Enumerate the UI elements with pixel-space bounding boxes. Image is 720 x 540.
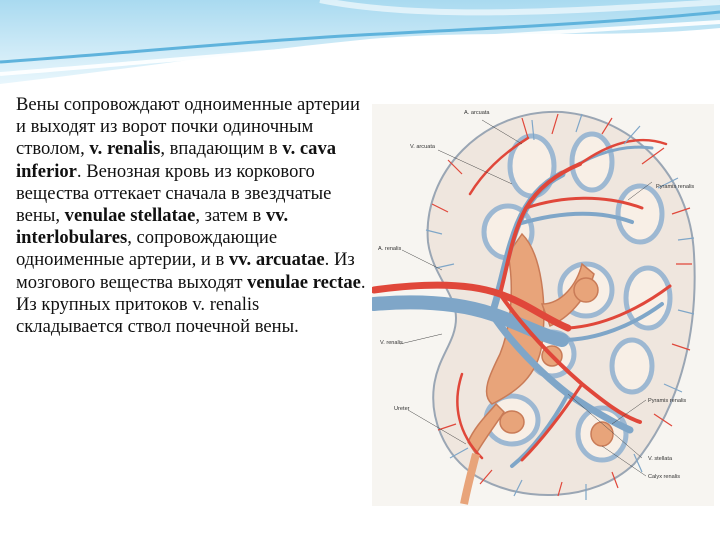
text-run: Вены сопровождают одноименные артерии и выходят из ворот почки одиночным стволом, [16, 94, 360, 160]
label-v-arcuata: V. arcuata [410, 144, 435, 150]
text-run: , затем в [195, 205, 266, 227]
kidney-veins-illustration [372, 104, 714, 506]
label-pyramis-renalis-bottom: Pyramis renalis [648, 398, 687, 404]
header-wave-decoration [0, 0, 720, 90]
label-calyx-renalis: Calyx renalis [648, 474, 681, 480]
label-v-stellata: V. stellata [648, 456, 673, 462]
term-venulae-rectae: venulae rectae [247, 271, 361, 293]
term-vv-interlobulares: vv. interlobulares [16, 205, 289, 249]
text-run: . Из крупных притоков v. renalis складывается ствол почечной вены. [16, 271, 366, 338]
term-v-renalis: v. renalis [89, 138, 161, 160]
text-run: , сопровождающие одноименные артерии, и в [16, 227, 278, 271]
body-paragraph [16, 94, 368, 338]
label-pyramis-renalis-top: Pyramis renalis [656, 184, 695, 190]
text-run: . Из мозгового вещества выходят [16, 249, 355, 293]
label-a-renalis: A. renalis [378, 246, 402, 252]
term-vv-arcuatae: vv. arcuatae [228, 249, 325, 271]
text-run: . Венозная кровь из коркового вещества оттекает сначала в звездчатые вены, [16, 160, 332, 227]
term-v-cava-inferior: v. cava inferior [16, 138, 337, 182]
label-v-renalis: V. renalis [380, 340, 403, 346]
label-a-arcuata: A. arcuata [464, 110, 490, 116]
label-ureter: Ureter [394, 406, 410, 412]
kidney-drawing [372, 104, 714, 506]
text-run: , впадающим в [160, 138, 283, 160]
term-venulae-stellatae: venulae stellatae [64, 205, 196, 227]
